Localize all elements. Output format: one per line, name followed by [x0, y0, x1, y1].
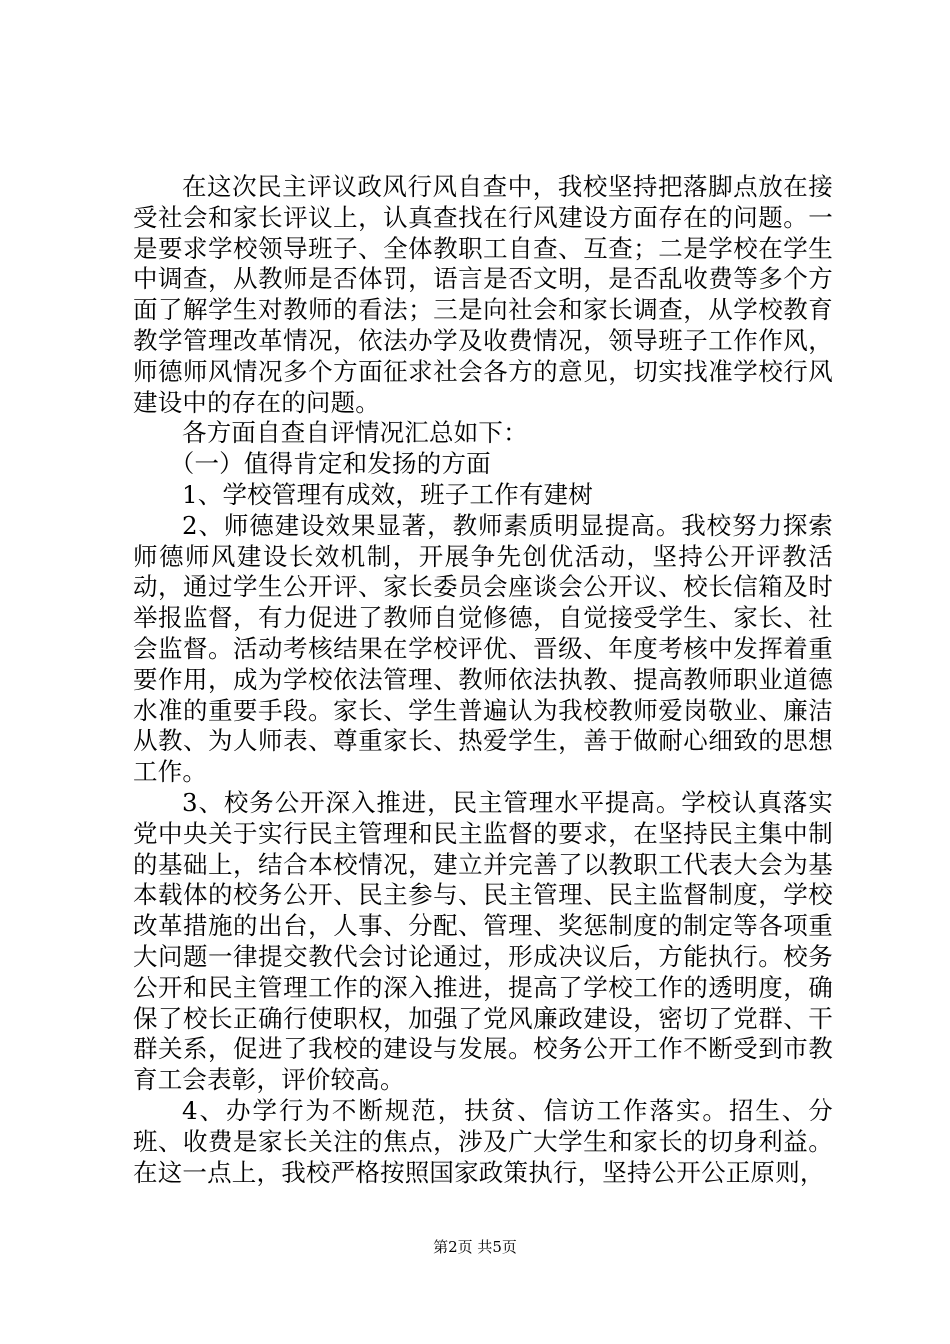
section-heading-positive: （一）值得肯定和发扬的方面: [169, 449, 491, 479]
page-number-footer: 第2页 共5页: [433, 1238, 517, 1256]
paragraph-intro: 在这次民主评议政风行风自查中，我校坚持把落脚点放在接受社会和家长评议上，认真查找在行风建设方面存在的问题。一是要求学校领导班子、全体教职工自查、互查；二是学校在学生中调查，从教师是否体罚，语言是否文明，是否乱收费等多个方面了解学生对教师的看法；三是向社会和家长调查，从学校教育教学管理改革情况，依法办学及收费情况，领导班子工作作风，师德师风情况多个方面征求社会各方的意见，切实找准学校行风建设中的存在的问题。: [133, 172, 833, 417]
item-4-school-conduct: 4、办学行为不断规范，扶贫、信访工作落实。招生、分班、收费是家长关注的焦点，涉及广大学生和家长的切身利益。在这一点上，我校严格按照国家政策执行，坚持公开公正原则，: [133, 1095, 833, 1187]
item-3-school-affairs: 3、校务公开深入推进，民主管理水平提高。学校认真落实党中央关于实行民主管理和民主监督的要求，在坚持民主集中制的基础上，结合本校情况，建立并完善了以教职工代表大会为基本载体的校务公开、民主参与、民主管理、民主监督制度，学校改革措施的出台，人事、分配、管理、奖惩制度的制定等各项重大问题一律提交教代会讨论通过，形成决议后，方能执行。校务公开和民主管理工作的深入推进，提高了学校工作的透明度，确保了校长正确行使职权，加强了党风廉政建设，密切了党群、干群关系，促进了我校的建设与发展。校务公开工作不断受到市教育工会表彰，评价较高。: [133, 787, 833, 1095]
item-1-school-management: 1、学校管理有成效，班子工作有建树: [182, 479, 593, 509]
document-body: [133, 172, 833, 1188]
paragraph-summary-lead: 各方面自查自评情况汇总如下：: [182, 418, 528, 448]
item-2-teacher-ethics: 2、师德建设效果显著，教师素质明显提高。我校努力探索师德师风建设长效机制，开展争先创优活动，坚持公开评教活动，通过学生公开评、家长委员会座谈会公开议、校长信箱及时举报监督，有力促进了教师自觉修德，自觉接受学生、家长、社会监督。活动考核结果在学校评优、晋级、年度考核中发挥着重要作用，成为学校依法管理、教师依法执教、提高教师职业道德水准的重要手段。家长、学生普遍认为我校教师爱岗敬业、廉洁从教、为人师表、尊重家长、热爱学生，善于做耐心细致的思想工作。: [133, 510, 833, 787]
